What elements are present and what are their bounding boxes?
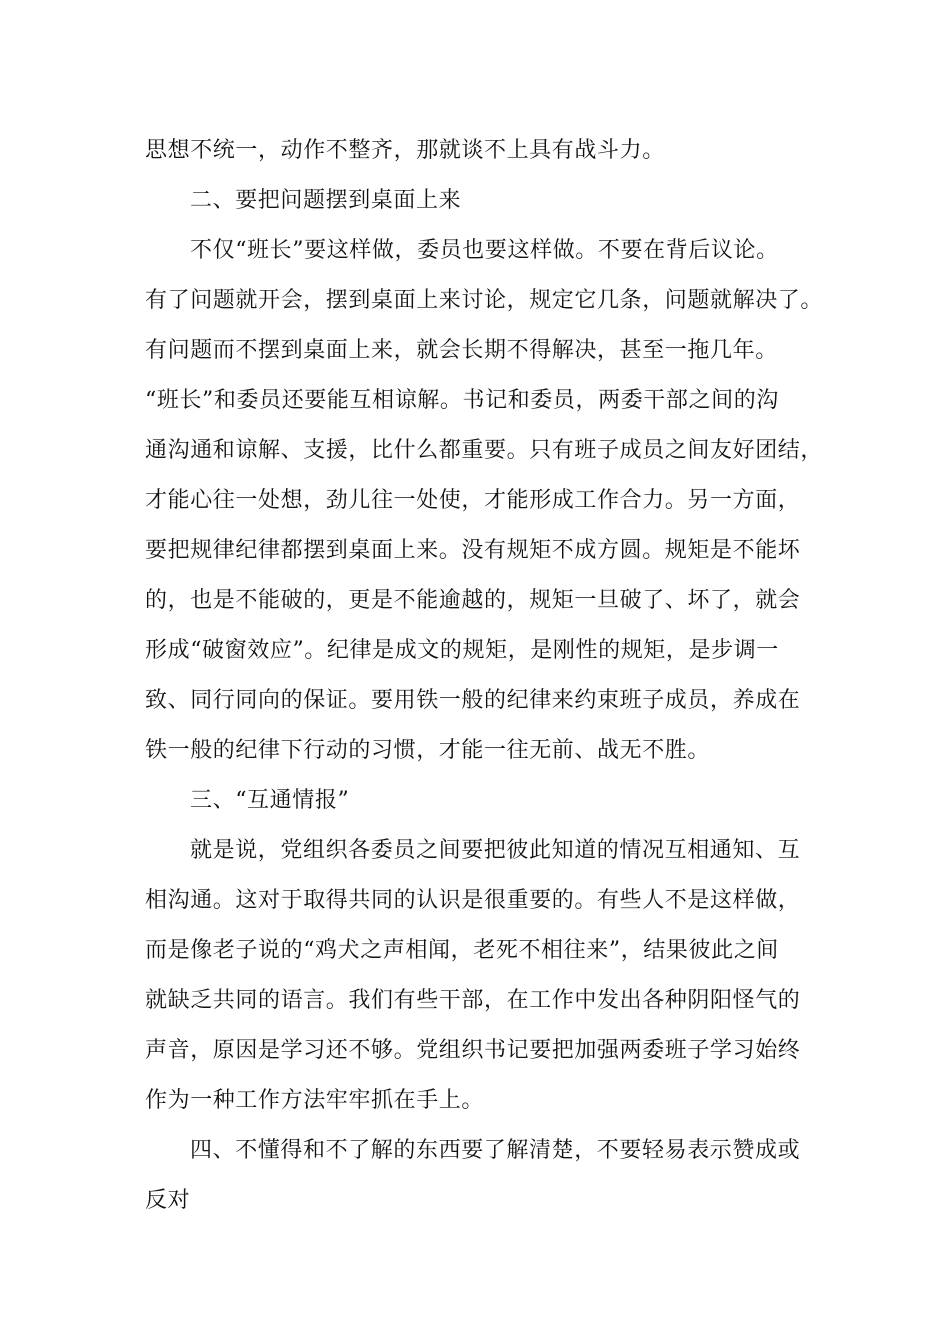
text-line: 就缺乏共同的语言。我们有些干部，在工作中发出各种阴阳怪气的 bbox=[145, 988, 801, 1013]
text-line: 相沟通。这对于取得共同的认识是很重要的。有些人不是这样做， bbox=[145, 888, 801, 913]
section-heading-2: 二、要把问题摆到桌面上来 bbox=[190, 188, 462, 213]
text-line: 思想不统一，动作不整齐，那就谈不上具有战斗力。 bbox=[145, 138, 665, 163]
text-line: “班长”和委员还要能互相谅解。书记和委员，两委干部之间的沟 bbox=[145, 388, 779, 413]
text-line: 致、同行同向的保证。要用铁一般的纪律来约束班子成员，养成在 bbox=[145, 688, 801, 713]
text-line: 不仅“班长”要这样做，委员也要这样做。不要在背后议论。 bbox=[190, 238, 779, 263]
text-line: 作为一种工作方法牢牢抓在手上。 bbox=[145, 1088, 485, 1113]
section-heading-4: 四、不懂得和不了解的东西要了解清楚，不要轻易表示赞成或 bbox=[190, 1138, 801, 1163]
text-line: 有了问题就开会，摆到桌面上来讨论，规定它几条，问题就解决了。 bbox=[145, 288, 824, 313]
text-line: 而是像老子说的“鸡犬之声相闻，老死不相往来”，结果彼此之间 bbox=[145, 938, 779, 963]
text-line: 才能心往一处想，劲儿往一处使，才能形成工作合力。另一方面， bbox=[145, 488, 801, 513]
text-line: 铁一般的纪律下行动的习惯，才能一往无前、战无不胜。 bbox=[145, 738, 711, 763]
text-line: 形成“破窗效应”。纪律是成文的规矩，是刚性的规矩，是步调一 bbox=[145, 638, 779, 663]
text-line: 就是说，党组织各委员之间要把彼此知道的情况互相通知、互 bbox=[190, 838, 801, 863]
text-line: 声音，原因是学习还不够。党组织书记要把加强两委班子学习始终 bbox=[145, 1038, 801, 1063]
text-line: 的，也是不能破的，更是不能逾越的，规矩一旦破了、坏了，就会 bbox=[145, 588, 801, 613]
text-line: 要把规律纪律都摆到桌面上来。没有规矩不成方圆。规矩是不能坏 bbox=[145, 538, 801, 563]
section-heading-3: 三、“互通情报” bbox=[190, 788, 350, 813]
text-line: 通沟通和谅解、支援，比什么都重要。只有班子成员之间友好团结， bbox=[145, 438, 824, 463]
text-line: 反对 bbox=[145, 1188, 191, 1213]
text-line: 有问题而不摆到桌面上来，就会长期不得解决，甚至一拖几年。 bbox=[145, 338, 778, 363]
